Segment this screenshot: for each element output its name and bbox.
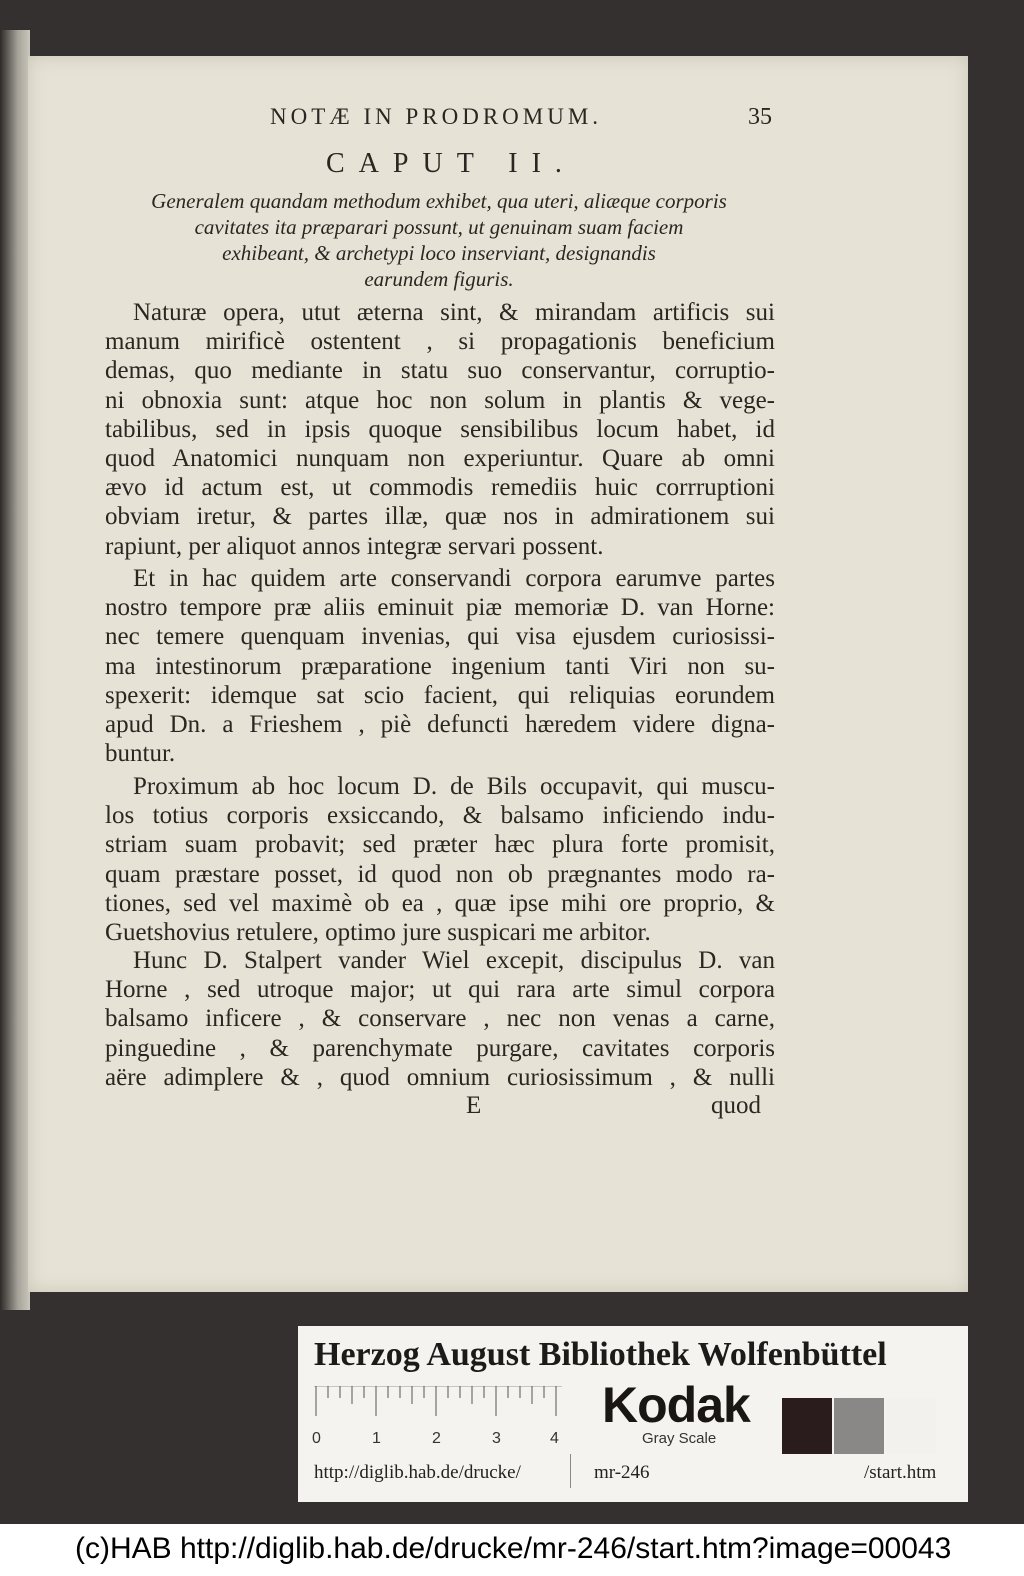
paragraph-4	[105, 946, 775, 1092]
summary-line: exhibeant, & archetypi loco inserviant, designandis	[222, 241, 656, 265]
url-prefix: http://diglib.hab.de/drucke/	[314, 1462, 521, 1483]
text-line: balsamo inficere , & conservare , nec non venas a carne,	[105, 1005, 775, 1033]
text-line: obviam iretur, & partes illæ, quæ nos in admirationem sui	[105, 503, 775, 531]
text-line: tiones, sed vel maximè ob ea , quæ ipse mihi ore proprio, &	[105, 889, 775, 917]
swatch-dark	[782, 1398, 832, 1454]
text-line: apud Dn. a Frieshem , piè defuncti hæredem videre digna-	[105, 711, 775, 739]
ruler-number: 4	[550, 1430, 559, 1447]
text-line: quam præstare posset, id quod non ob prægnantes modo ra-	[105, 860, 775, 888]
color-target-card	[298, 1326, 968, 1502]
text-line: ma intestinorum præparatione ingenium tanti Viri non su-	[105, 652, 775, 680]
swatch-white	[886, 1398, 936, 1454]
ruler-number: 2	[432, 1430, 441, 1447]
book-edge	[0, 30, 30, 1310]
text-line: rapiunt, per aliquot annos integræ servari possent.	[105, 532, 604, 560]
text-line: nostro tempore præ aliis eminuit piæ memoriæ D. van Horne:	[105, 594, 775, 622]
footer-bar	[0, 1524, 1024, 1576]
url-divider	[570, 1454, 571, 1488]
text-line: pinguedine , & parenchymate purgare, cavitates corporis	[105, 1034, 775, 1062]
kodak-logo: Kodak	[602, 1377, 750, 1433]
page-number: 35	[748, 104, 772, 130]
catchword: quod	[711, 1092, 761, 1119]
ruler-number: 3	[492, 1430, 501, 1447]
ruler-number: 1	[372, 1430, 381, 1447]
text-line: demas, quo mediante in statu suo conservantur, corruptio-	[105, 357, 775, 385]
gray-scale-label: Gray Scale	[642, 1430, 717, 1447]
url-suffix: /start.htm	[864, 1462, 937, 1483]
text-line: Hunc D. Stalpert vander Wiel excepit, discipulus D. van	[133, 947, 775, 974]
summary-line: Generalem quandam methodum exhibet, qua uteri, aliæque corporis	[151, 189, 727, 213]
text-line: ni obnoxia sunt: atque hoc non solum in plantis & vege-	[105, 386, 775, 414]
swatch-gray	[834, 1398, 884, 1454]
text-line: spexerit: idemque sat scio facient, qui reliquias eorundem	[105, 681, 775, 709]
summary-line: earundem figuris.	[364, 267, 514, 291]
text-line: ævo id actum est, ut commodis remediis huic corrruptioni	[105, 474, 775, 502]
chapter-title: CAPUT II.	[326, 148, 576, 179]
library-name: Herzog August Bibliothek Wolfenbüttel	[314, 1336, 887, 1373]
text-line: manum mirificè ostentent , si propagationis beneficium	[105, 328, 775, 356]
footer-credit: (c)HAB http://diglib.hab.de/drucke/mr-246/start.htm?image=00043	[75, 1532, 952, 1565]
text-line: Horne , sed utroque major; ut qui rara arte simul corpora	[105, 976, 775, 1004]
ruler-number: 0	[312, 1430, 321, 1447]
summary-line: cavitates ita præparari possunt, ut genuinam suam faciem	[194, 215, 684, 239]
measurement-ruler	[314, 1386, 562, 1420]
paragraph-1	[105, 298, 775, 561]
text-line: buntur.	[105, 740, 176, 768]
text-line: los totius corporis exsiccando, & balsamo inficiendo indu-	[105, 802, 775, 830]
text-line: aëre adimplere & , quod omnium curiosissimum , & nulli	[105, 1063, 775, 1091]
paragraph-2	[105, 564, 775, 768]
chapter-summary	[100, 188, 778, 292]
text-line: Guetshovius retulere, optimo jure suspicari me arbitor.	[105, 919, 651, 947]
signature-mark: E	[466, 1092, 482, 1119]
text-line: Naturæ opera, utut æterna sint, & mirandam artificis sui	[133, 299, 775, 326]
text-line: tabilibus, sed in ipsis quoque sensibilibus locum habet, id	[105, 415, 775, 443]
text-line: striam suam probavit; sed præter hæc plura forte promisit,	[105, 831, 775, 859]
url-shelfmark: mr-246	[594, 1462, 650, 1483]
running-head: NOTÆ IN PRODROMUM.	[270, 104, 603, 129]
text-line: quod Anatomici nunquam non experiuntur. Quare ab omni	[105, 445, 775, 473]
text-line: nec temere quenquam invenias, qui visa ejusdem curiosissi-	[105, 623, 775, 651]
text-line: Et in hac quidem arte conservandi corpora earumve partes	[133, 565, 775, 592]
text-line: Proximum ab hoc locum D. de Bils occupavit, qui muscu-	[133, 773, 775, 800]
paragraph-3	[105, 772, 775, 947]
